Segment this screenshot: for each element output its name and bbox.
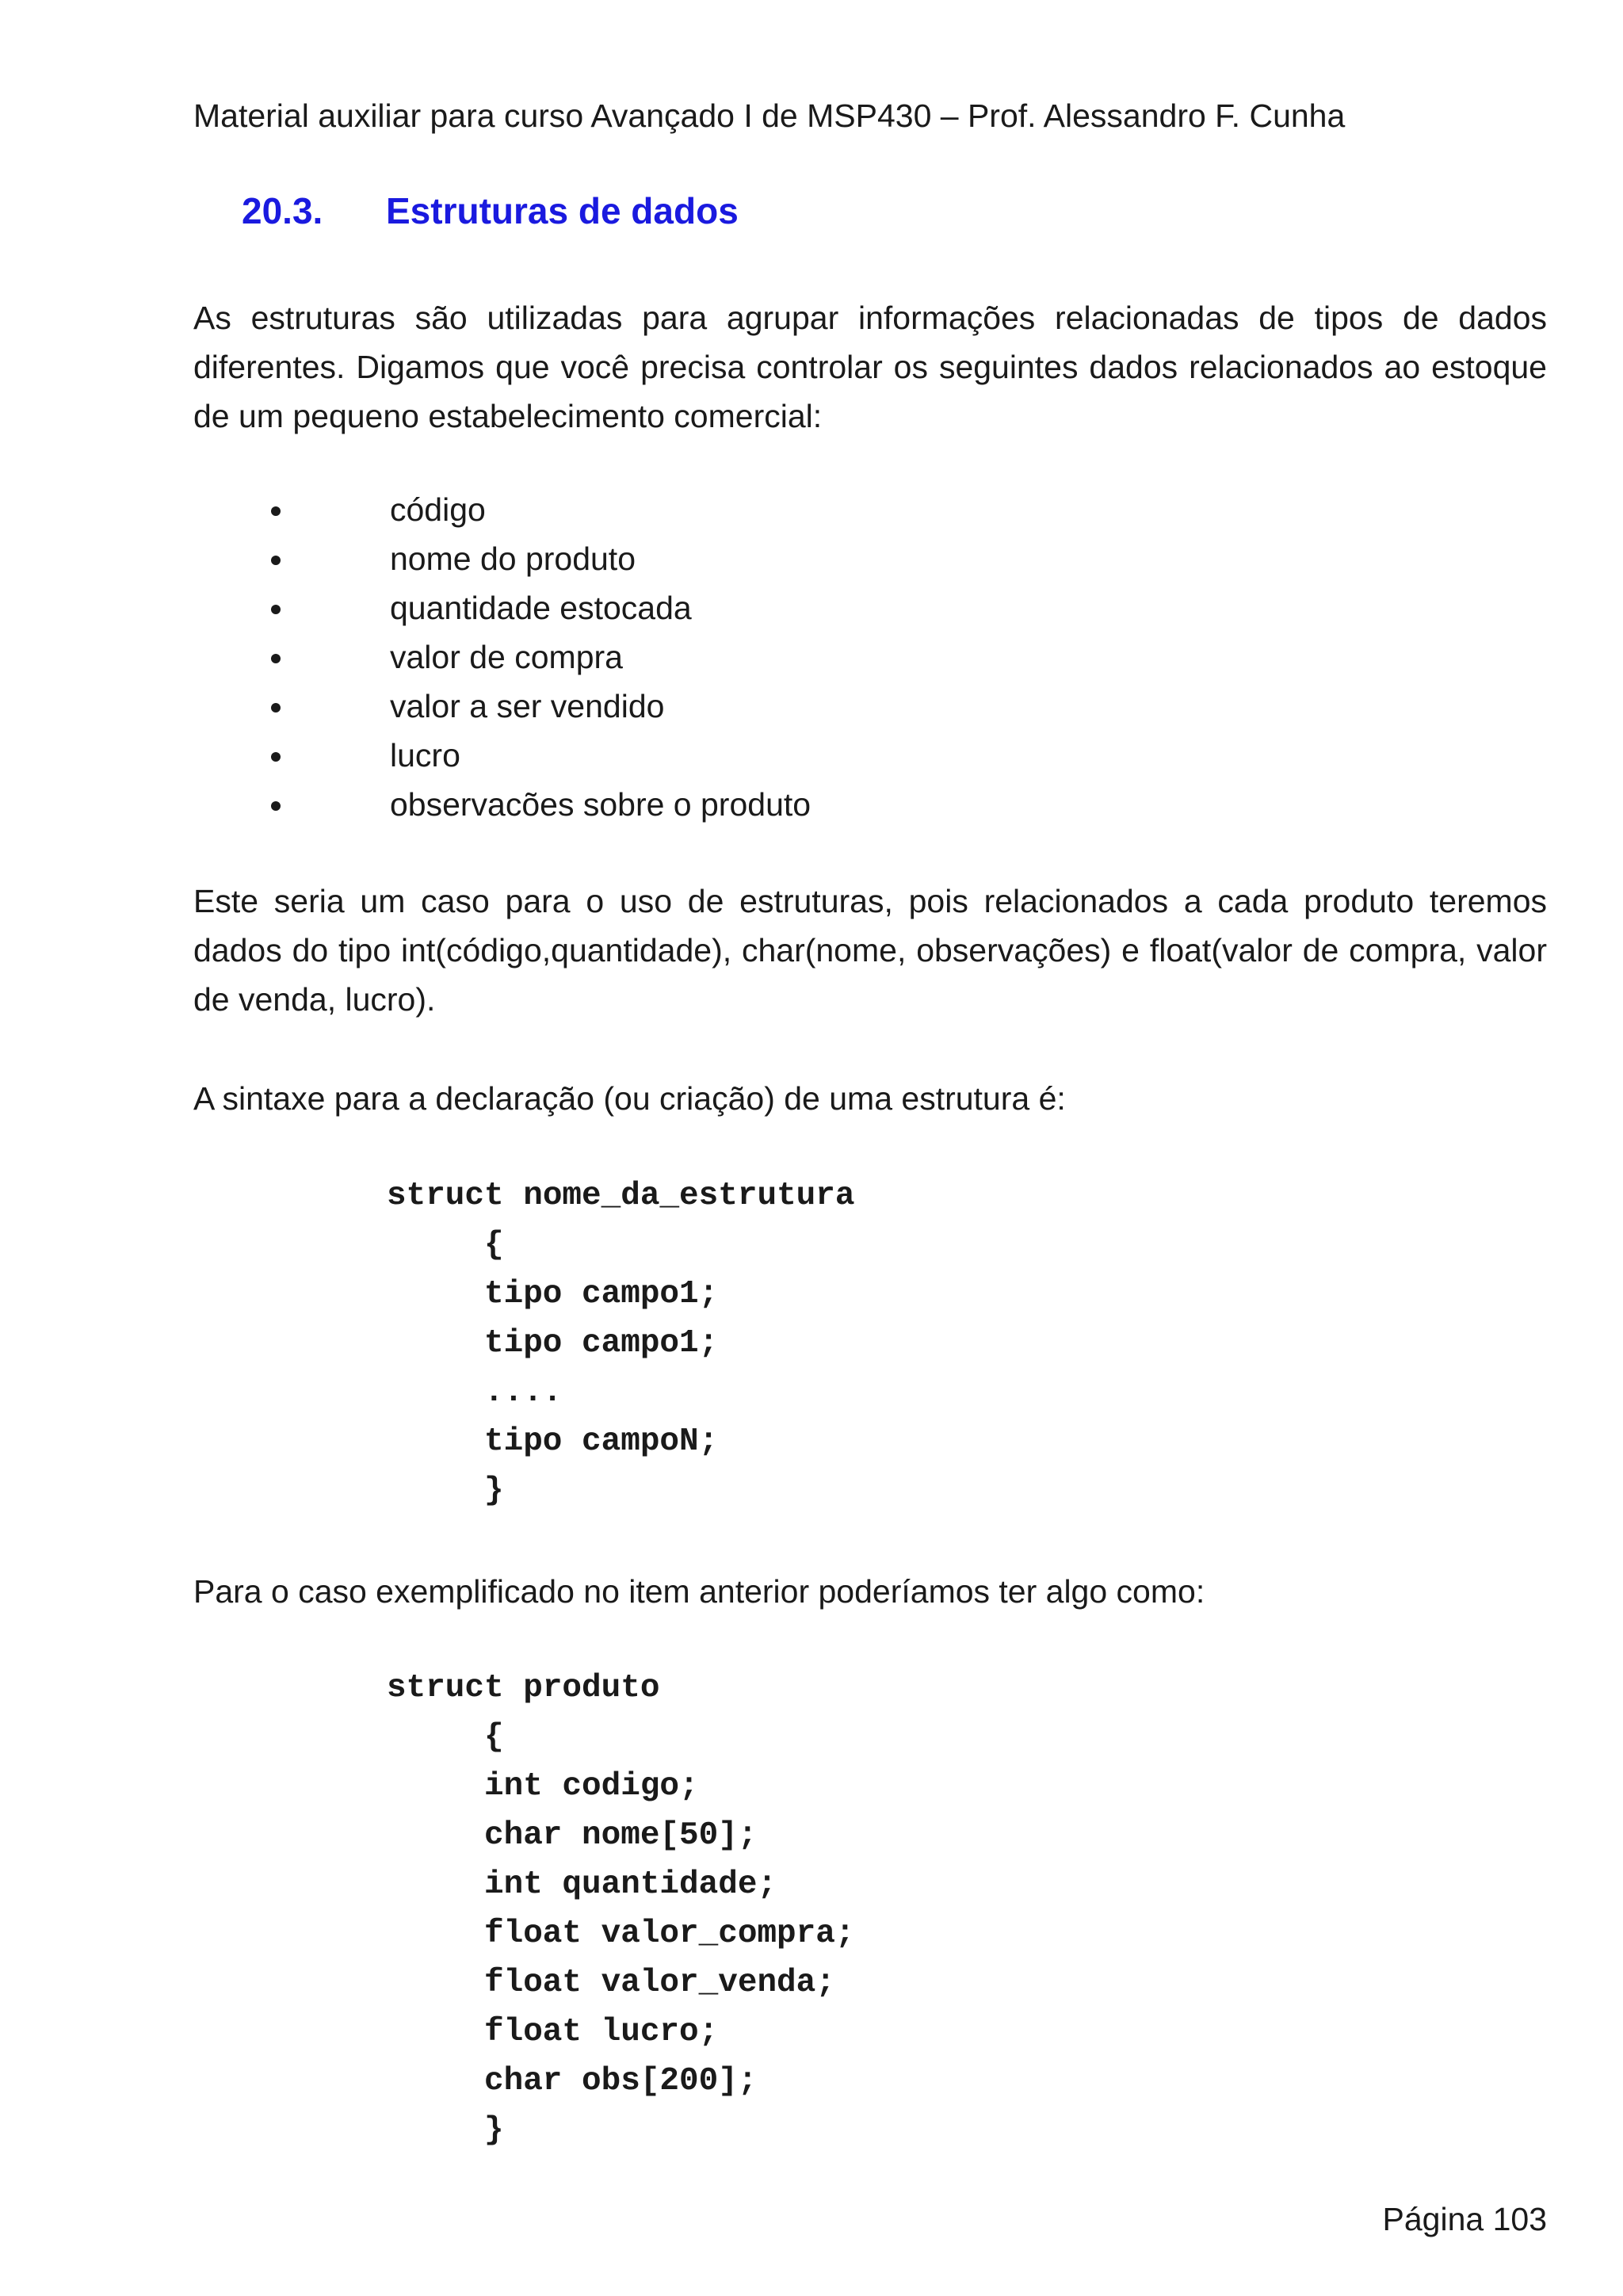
code-line: float valor_venda; [484, 1965, 835, 2001]
code-line: tipo campoN; [484, 1423, 719, 1460]
code-line: tipo campo1; [484, 1276, 719, 1312]
code-line: char obs[200]; [484, 2063, 758, 2099]
list-item [193, 632, 811, 682]
page-header: Material auxiliar para curso Avançado I de MSP430 – Prof. Alessandro F. Cunha [193, 97, 1346, 134]
list-item [193, 780, 811, 829]
code-line: .... [484, 1374, 563, 1411]
list-item-text: valor de compra [390, 639, 623, 675]
list-item-text: código [390, 491, 486, 528]
bullet-icon [271, 556, 281, 565]
section-heading [242, 186, 739, 235]
code-line: } [484, 2112, 504, 2149]
code-line: char nome[50]; [484, 1817, 758, 1854]
bullet-icon [271, 605, 281, 614]
bullet-icon [271, 506, 281, 516]
list-item [193, 485, 811, 534]
bullet-icon [271, 752, 281, 762]
bullet-list [193, 485, 811, 829]
code-line: int codigo; [484, 1768, 699, 1805]
list-item-text: nome do produto [390, 541, 636, 577]
code-line: struct produto [387, 1670, 660, 1706]
usage-paragraph: Este seria um caso para o uso de estruturas, pois relacionados a cada produto teremos dados do tipo int(código,quantidade), char(nome, observações) e float(valor de compra, valor de venda, lucro). [193, 883, 1547, 1018]
list-item [193, 731, 811, 780]
intro-paragraph: As estruturas são utilizadas para agrupar informações relacionadas de tipos de dados diferentes. Digamos que você precisa controlar os seguintes dados relacionados ao estoque de um pequeno estabelecimento comercial: [193, 300, 1547, 434]
example-code-block [387, 1664, 854, 2155]
code-line: { [484, 1227, 504, 1263]
syntax-code-block [387, 1171, 855, 1515]
example-intro-paragraph: Para o caso exemplificado no item anterior poderíamos ter algo como: [193, 1573, 1205, 1610]
bullet-icon [271, 703, 281, 712]
code-line: } [484, 1473, 504, 1509]
code-line: float valor_compra; [484, 1916, 855, 1952]
list-item-text: quantidade estocada [390, 590, 692, 626]
code-line: tipo campo1; [484, 1325, 719, 1362]
list-item [193, 583, 811, 632]
list-item [193, 682, 811, 731]
section-number: 20.3. [242, 190, 323, 231]
list-item-text: lucro [390, 737, 460, 774]
bullet-icon [271, 801, 281, 811]
syntax-intro-paragraph: A sintaxe para a declaração (ou criação) de uma estrutura é: [193, 1080, 1066, 1117]
code-line: int quantidade; [484, 1866, 777, 1903]
list-item [193, 534, 811, 583]
code-line: float lucro; [484, 2014, 719, 2050]
list-item-text: observacões sobre o produto [390, 786, 812, 823]
section-title: Estruturas de dados [386, 190, 739, 231]
list-item-text: valor a ser vendido [390, 688, 665, 724]
code-line: struct nome_da_estrutura [387, 1178, 855, 1214]
bullet-icon [271, 654, 281, 663]
page-number: Página 103 [1382, 2201, 1547, 2237]
code-line: { [484, 1719, 504, 1755]
